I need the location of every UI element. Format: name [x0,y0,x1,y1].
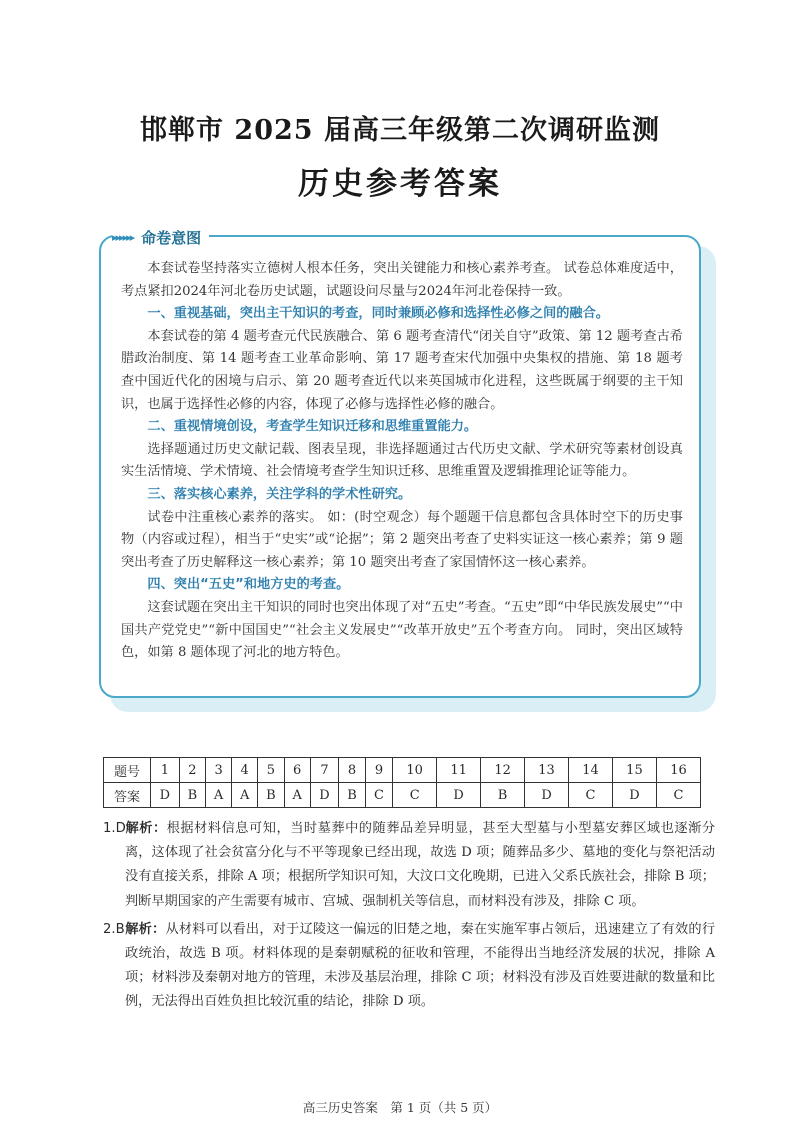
question-number: 7 [310,758,339,783]
question-number: 1 [151,758,180,783]
page-footer: 高三历史答案 第 1 页（共 5 页） [302,1100,498,1115]
explanation-number: 1.D [103,821,126,836]
explanation-item [103,918,715,1015]
answer-cell: D [525,783,569,808]
question-number: 13 [525,758,569,783]
question-number: 9 [365,758,392,783]
intent-title: 命卷意图 [141,228,202,247]
question-number: 2 [179,758,205,783]
answer-cell: C [656,783,700,808]
intent-paragraph-1: 本套试卷的第 4 题考查元代民族融合、第 6 题考查清代“闭关自守”政策、第 12 题考查古希腊政治制度、第 14 题考查工业革命影响、第 17 题考查宋代加强中央集权的措施、第 18 题考查中国近代化的困境与启示、第 20 题考查近代以来英国城市化进程，这些既属于纲要的主干知识，也属于选择性必修的内容，体现了必修与选择性必修的融合。 [121,328,683,412]
intent-paragraph-3: 试卷中注重核心素养的落实。 如：(时空观念）每个题题干信息都包含具体时空下的历史事物（内容或过程），相当于“史实”或“论据”；第 2 题突出考查了史料实证这一核心素养；第 9 题突出考查了历史解释这一核心素养；第 10 题突出考查了家国情怀这一核心素养。 [121,509,683,570]
question-number: 10 [393,758,437,783]
intent-paragraph-4: 这套试题在突出主干知识的同时也突出体现了对“五史”考查。“五史”即“中华民族发展史”“中国共产党党史”“新中国国史”“社会主义发展史”“改革开放史”五个考查方向。 同时，突出区域特色，如第 8 题体现了河北的地方特色。 [121,599,683,661]
page-title: 邯郸市 2025 届高三年级第二次调研监测 [140,115,660,146]
question-number: 8 [339,758,365,783]
explanation-label: 解析： [125,821,167,836]
intent-heading-2: 二、重视情境创设，考查学生知识迁移和思维重置能力。 [147,419,478,435]
question-number-row [104,758,701,783]
answer-cell: A [284,783,310,808]
answer-cell: C [365,783,392,808]
intent-content [121,258,683,665]
explanation-text: 从材料可以看出，对于辽陵这一偏远的旧楚之地，秦在实施军事占领后，迅速建立了有效的行政统治，故选 B 项。材料体现的是秦朝赋税的征收和管理，不能得出当地经济发展的状况，排除 A 项；材料涉及秦朝对地方的管理，未涉及基层治理，排除 C 项；材料没有涉及百姓要进献的数量和比例，无法得出百姓负担比较沉重的结论，排除 D 项。 [125,921,716,1010]
answer-cell: B [339,783,365,808]
answer-cell: D [310,783,339,808]
question-number: 15 [612,758,656,783]
question-number: 12 [481,758,525,783]
intent-header [112,226,209,248]
explanation-text: 根据材料信息可知，当时墓葬中的随葬品差异明显，甚至大型墓与小型墓安葬区域也逐渐分离，这体现了社会贫富分化与不平等现象已经出现，故选 D 项；随葬品多少、墓地的变化与祭祀活动没有直接关系，排除 A 项；根据所学知识可知，大汶口文化晚期，已进入父系氏族社会，排除 B 项；判断早期国家的产生需要有城市、宫城、强制机关等信息，而材料没有涉及，排除 C 项。 [125,821,716,909]
row-label-answer: 答案 [104,783,151,808]
intent-intro: 本套试卷坚持落实立德树人根本任务，突出关键能力和核心素养考查。 试卷总体难度适中，考点紧扣2024年河北卷历史试题，试题设问尽量与2024年河北卷保持一致。 [121,261,683,299]
question-number: 11 [437,758,481,783]
answer-cell: B [481,783,525,808]
answer-cell: B [258,783,284,808]
question-number: 5 [258,758,284,783]
answer-cell: D [437,783,481,808]
explanation-number: 2.B [103,921,125,937]
question-number: 14 [569,758,613,783]
question-number: 4 [232,758,258,783]
arrow-decoration-icon: ▸▸▸▸▸▸ [112,230,134,244]
answer-table [103,757,701,808]
question-number: 16 [656,758,700,783]
answer-cell: A [206,783,232,808]
answer-row [104,783,701,808]
question-number: 3 [206,758,232,783]
answer-cell: D [612,783,656,808]
answer-cell: D [151,783,180,808]
intent-heading-4: 四、突出“五史”和地方史的考查。 [147,577,350,593]
answer-cell: B [179,783,205,808]
explanations [103,817,715,1019]
intent-paragraph-2: 选择题通过历史文献记载、图表呈现，非选择题通过古代历史文献、学术研究等素材创设真实生活情境、学术情境、社会情境考查学生知识迁移、思维重置及逻辑推理论证等能力。 [121,441,683,480]
explanation-label: 解析： [125,921,166,937]
answer-cell: C [393,783,437,808]
page-subtitle: 历史参考答案 [298,166,502,202]
answer-cell: C [569,783,613,808]
row-label-number: 题号 [104,758,151,783]
question-number: 6 [284,758,310,783]
intent-heading-3: 三、落实核心素养，关注学科的学术性研究。 [147,486,412,502]
answer-cell: A [232,783,258,808]
intent-heading-1: 一、重视基础，突出主干知识的考查，同时兼顾必修和选择性必修之间的融合。 [147,306,609,322]
explanation-item [103,817,715,914]
